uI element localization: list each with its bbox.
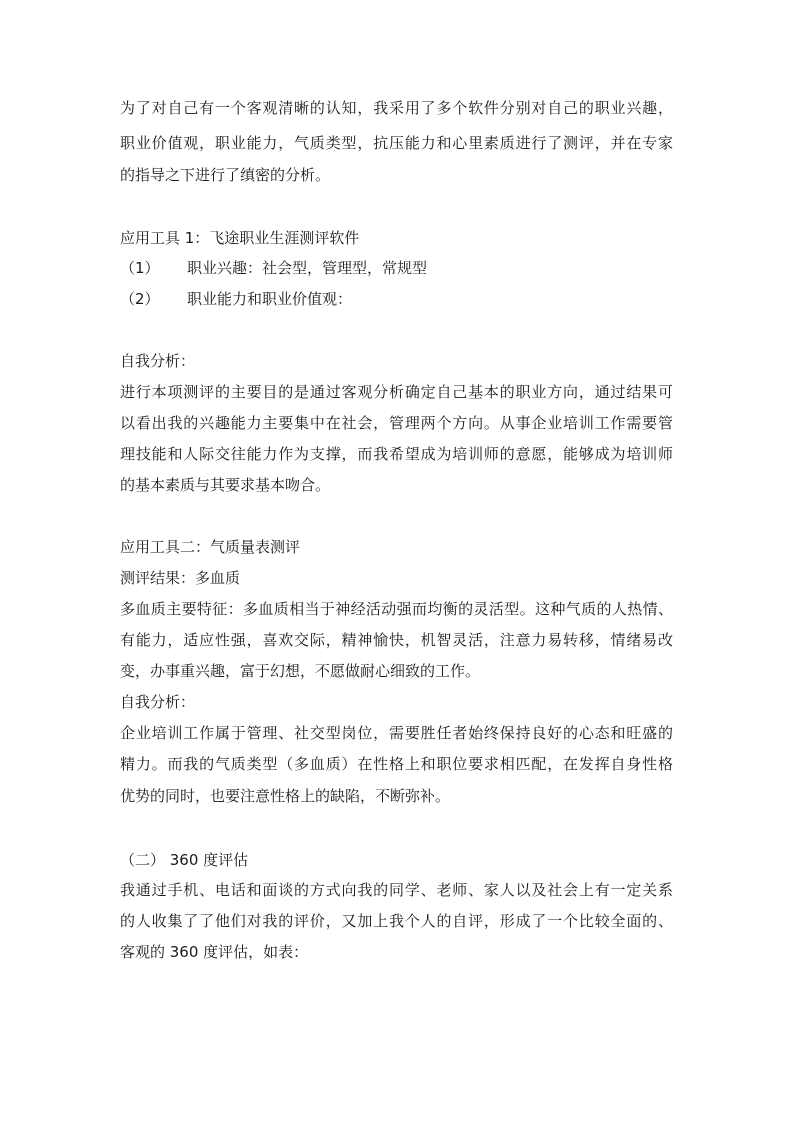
section-360-line-3: 客观的 360 度评估，如表： — [120, 943, 309, 961]
self-analysis-2-line-2: 精力。而我的气质类型（多血质）在性格上和职位要求相匹配，在发挥自身性格 — [120, 755, 673, 773]
tool2-features-line-2: 有能力，适应性强，喜欢交际，精神愉快，机智灵活，注意力易转移，情绪易改 — [120, 631, 673, 649]
intro-line-2: 职业价值观，职业能力，气质类型，抗压能力和心里素质进行了测评，并在专家 — [120, 134, 673, 152]
tool2-features-line-1: 多血质主要特征：多血质相当于神经活动强而均衡的灵活型。这种气质的人热情、 — [120, 600, 673, 618]
tool1-heading: 应用工具 1：飞途职业生涯测评软件 — [120, 229, 360, 247]
tool1-item-1-number: （1） — [120, 259, 160, 277]
section-360-line-2: 的人收集了了他们对我的评价，又加上我个人的自评，形成了一个比较全面的、 — [120, 912, 673, 930]
tool1-item-1-text: 职业兴趣：社会型，管理型，常规型 — [187, 259, 428, 277]
self-analysis-1-line-2: 以看出我的兴趣能力主要集中在社会，管理两个方向。从事企业培训工作需要管 — [120, 414, 673, 432]
intro-line-1: 为了对自己有一个客观清晰的认知，我采用了多个软件分别对自己的职业兴趣， — [120, 99, 673, 117]
self-analysis-1-line-4: 的基本素质与其要求基本吻合。 — [120, 476, 331, 494]
intro-line-3: 的指导之下进行了缜密的分析。 — [120, 166, 331, 184]
self-analysis-1-line-1: 进行本项测评的主要目的是通过客观分析确定自己基本的职业方向，通过结果可 — [120, 383, 673, 401]
self-analysis-1-line-3: 理技能和人际交往能力作为支撑，而我希望成为培训师的意愿，能够成为培训师 — [120, 445, 673, 463]
tool2-result: 测评结果：多血质 — [120, 569, 241, 587]
self-analysis-2-line-1: 企业培训工作属于管理、社交型岗位，需要胜任者始终保持良好的心态和旺盛的 — [120, 724, 673, 742]
self-analysis-2-line-3: 优势的同时，也要注意性格上的缺陷，不断弥补。 — [120, 787, 451, 805]
self-analysis-1-heading: 自我分析： — [120, 352, 196, 370]
self-analysis-2-heading: 自我分析： — [120, 693, 196, 711]
tool1-item-2-number: （2） — [120, 290, 160, 308]
tool2-features-line-3: 变，办事重兴趣，富于幻想，不愿做耐心细致的工作。 — [120, 662, 481, 680]
section-360-heading: （二） 360 度评估 — [120, 851, 249, 869]
section-360-line-1: 我通过手机、电话和面谈的方式向我的同学、老师、家人以及社会上有一定关系 — [120, 881, 673, 899]
tool2-heading: 应用工具二：气质量表测评 — [120, 538, 301, 556]
tool1-item-2-text: 职业能力和职业价值观： — [187, 290, 353, 308]
